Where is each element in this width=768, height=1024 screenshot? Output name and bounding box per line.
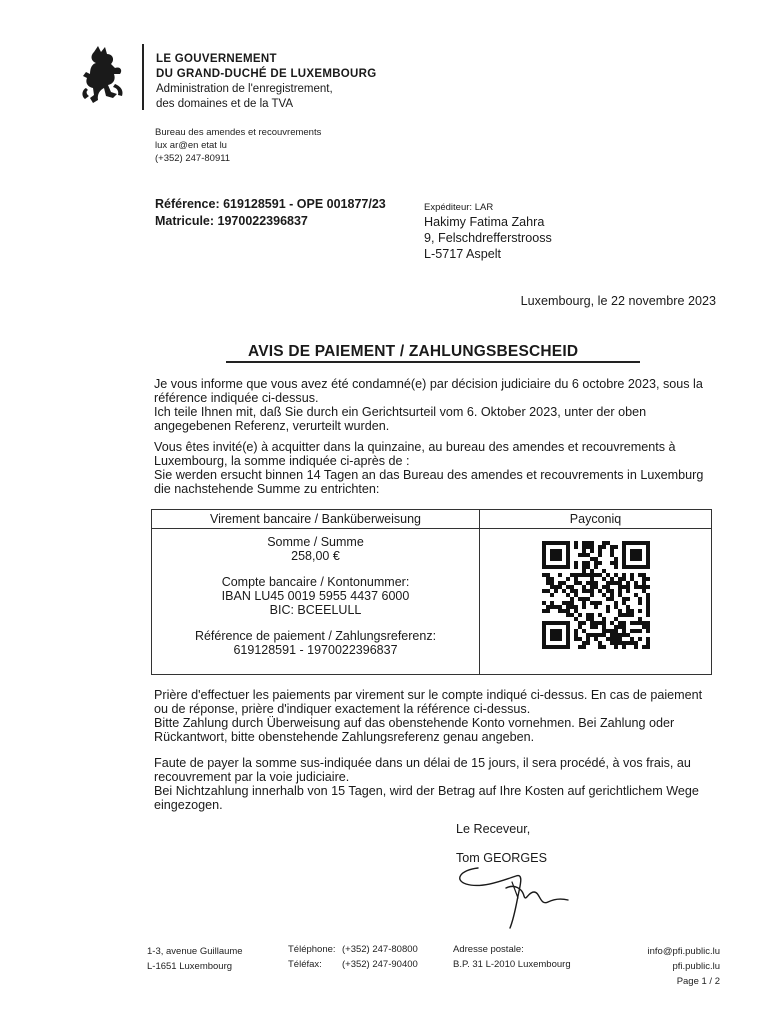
page-number: Page 1 / 2 — [676, 976, 720, 987]
warning-paragraph — [154, 756, 714, 812]
recipient-address — [424, 201, 552, 262]
handwritten-signature — [448, 862, 578, 934]
reference-line: Référence: 619128591 - OPE 001877/23 — [155, 197, 386, 211]
admin-line-1: Administration de l'enregistrement, — [156, 83, 333, 95]
footer-address-line-1: 1-3, avenue Guillaume — [147, 946, 243, 957]
amount-label: Somme / Summe — [267, 535, 364, 549]
invite-fr-line-1: Vous êtes invité(e) à acquitter dans la quinzaine, au bureau des amendes et recouvrements à — [154, 440, 676, 454]
intro-fr-line-2: référence indiquée ci-dessus. — [154, 391, 319, 405]
payconiq-header: Payconiq — [480, 510, 712, 529]
footer-postal-value: B.P. 31 L-2010 Luxembourg — [453, 959, 571, 970]
invite-de-line-2: die nachstehende Summe zu entrichten: — [154, 482, 380, 496]
date-line: Luxembourg, le 22 novembre 2023 — [520, 294, 716, 308]
payconiq-cell — [480, 529, 712, 675]
footer-address-line-2: L-1651 Luxembourg — [147, 961, 233, 972]
recipient-city: L-5717 Aspelt — [424, 247, 502, 261]
invite-de-line-1: Sie werden ersucht binnen 14 Tagen an das Bureau des amendes et recouvrements in Luxemburg — [154, 468, 704, 482]
warn-fr-line-1: Faute de payer la somme sus-indiquée dans un délai de 15 jours, il sera procédé, à vos frais, au — [154, 756, 691, 770]
footer-web-link[interactable]: pfi.public.lu — [672, 961, 720, 972]
bureau-phone: (+352) 247-80911 — [155, 153, 231, 164]
invite-paragraph — [154, 440, 712, 496]
footer-address — [147, 944, 243, 974]
payment-table — [151, 509, 712, 675]
intro-de-line-1: Ich teile Ihnen mit, daß Sie durch ein Gerichtsurteil vom 6. Oktober 2023, unter der oben — [154, 405, 647, 419]
signature-name: Tom GEORGES — [456, 851, 547, 865]
intro-de-line-2: angegebenen Referenz, verurteilt wurden. — [154, 419, 390, 433]
footer-fax-label: Téléfax: — [288, 959, 322, 970]
warn-de-line-2: eingezogen. — [154, 798, 223, 812]
header-divider — [142, 44, 144, 110]
intro-paragraph — [154, 377, 712, 433]
warn-de-line-1: Bei Nichtzahlung innerhalb von 15 Tagen, wird der Betrag auf Ihre Kosten auf gerichtlichem Wege — [154, 784, 699, 798]
footer-tel-value: (+352) 247-80800 — [342, 944, 418, 955]
payconiq-qr-code[interactable] — [542, 541, 650, 649]
header-block — [156, 52, 377, 112]
document-title: AVIS DE PAIEMENT / ZAHLUNGSBESCHEID — [248, 343, 579, 360]
intro-fr-line-1: Je vous informe que vous avez été condamné(e) par décision judiciaire du 6 octobre 2023, sous la — [154, 377, 703, 391]
payment-reference-value: 619128591 - 1970022396837 — [233, 643, 398, 657]
instr-de-line-2: Rückantwort, bitte obenstehende Zahlungsreferenz genau angeben. — [154, 730, 535, 744]
instr-de-line-1: Bitte Zahlung durch Überweisung auf das obenstehende Konto vornehmen. Bei Zahlung oder — [154, 716, 675, 730]
gov-line-1: LE GOUVERNEMENT — [156, 53, 277, 65]
sender-label: Expéditeur: LAR — [424, 202, 494, 213]
admin-line-2: des domaines et de la TVA — [156, 98, 294, 110]
footer-postal-block — [453, 942, 571, 972]
bic-value: BIC: BCEELULL — [269, 603, 362, 617]
footer-postal-label: Adresse postale: — [453, 944, 524, 955]
amount-value: 258,00 € — [291, 549, 340, 563]
iban-value: IBAN LU45 0019 5955 4437 6000 — [221, 589, 410, 603]
footer-fax-value: (+352) 247-90400 — [342, 959, 418, 970]
signature-title: Le Receveur, — [456, 822, 531, 836]
footer-tel-label: Téléphone: — [288, 944, 336, 955]
account-label: Compte bancaire / Kontonummer: — [221, 575, 410, 589]
payment-instructions — [154, 688, 714, 744]
bank-transfer-cell — [152, 529, 480, 675]
footer-web-block — [648, 944, 721, 989]
footer-email-link[interactable]: info@pfi.public.lu — [647, 946, 720, 957]
instr-fr-line-2: ou de réponse, prière d'indiquer exactement la référence ci-dessus. — [154, 702, 531, 716]
instr-fr-line-1: Prière d'effectuer les paiements par virement sur le compte indiqué ci-dessus. En cas de paiement — [154, 688, 703, 702]
invite-fr-line-2: Luxembourg, la somme indiquée ci-après de : — [154, 454, 410, 468]
bureau-email: lux ar@en etat lu — [155, 140, 227, 151]
matricule-line: Matricule: 1970022396837 — [155, 214, 308, 228]
recipient-name: Hakimy Fatima Zahra — [424, 215, 545, 229]
recipient-street: 9, Felschdrefferstrooss — [424, 231, 552, 245]
bureau-name: Bureau des amendes et recouvrements — [155, 127, 322, 138]
payment-reference-label: Référence de paiement / Zahlungsreferenz: — [194, 629, 437, 643]
footer-phone-block — [288, 942, 418, 972]
luxembourg-lion-logo — [80, 44, 126, 106]
reference-block — [155, 196, 386, 230]
bureau-contact — [155, 126, 321, 165]
warn-fr-line-2: recouvrement par la voie judiciaire. — [154, 770, 350, 784]
gov-line-2: DU GRAND-DUCHÉ DE LUXEMBOURG — [156, 68, 377, 80]
title-underline — [226, 361, 640, 363]
bank-transfer-header: Virement bancaire / Banküberweisung — [152, 510, 480, 529]
